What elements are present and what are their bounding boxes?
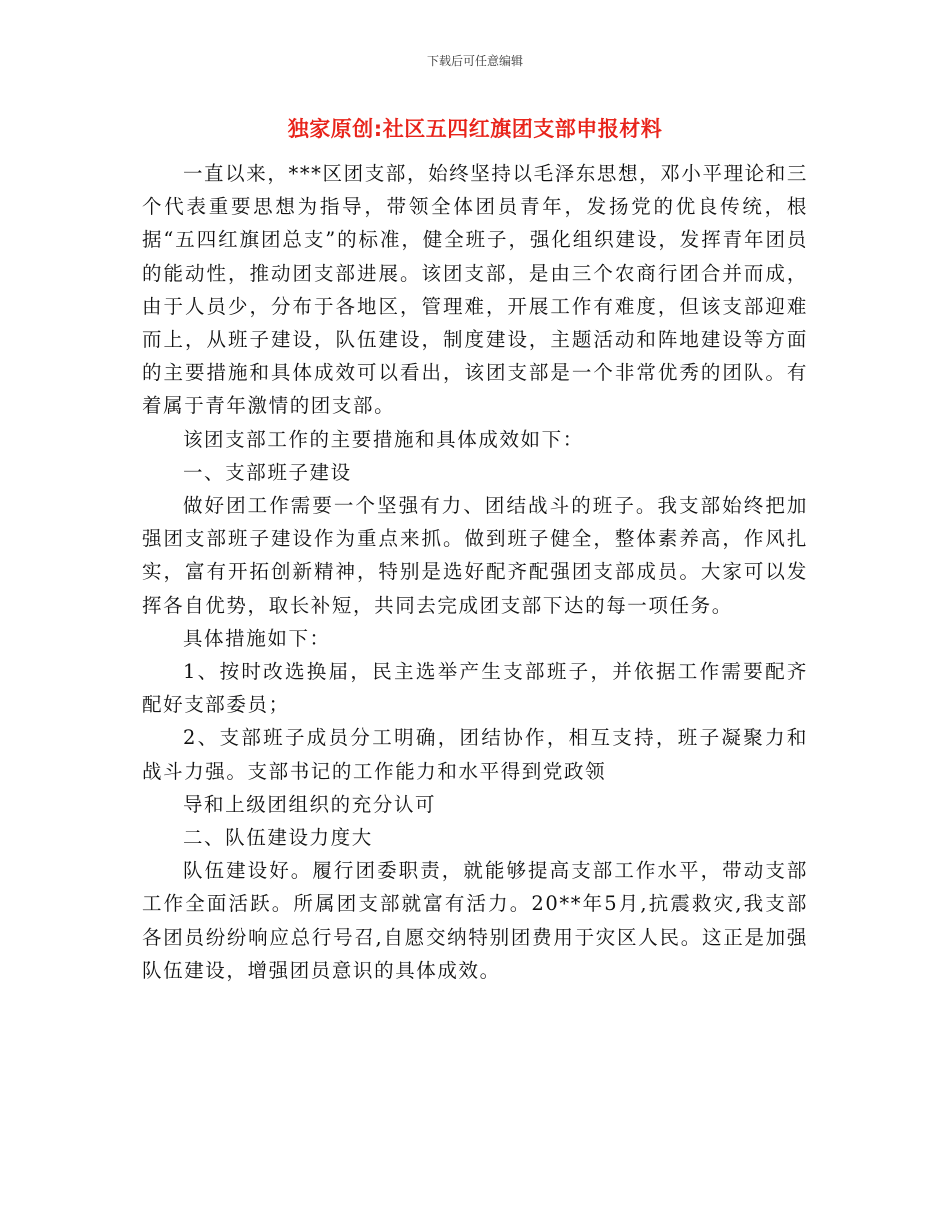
list-item-1: 1、按时改选换届，民主选举产生支部班子，并依据工作需要配齐配好支部委员； xyxy=(142,660,808,717)
list-item-2: 2、支部班子成员分工明确，团结协作，相互支持，班子凝聚力和战斗力强。支部书记的工作能力和水平得到党政领 xyxy=(142,726,808,783)
list-item-2-continued: 导和上级团组织的充分认可 xyxy=(182,792,437,816)
document-body xyxy=(142,157,808,987)
paragraph-team: 队伍建设好。履行团委职责，就能够提高支部工作水平，带动支部工作全面活跃。所属团支部就富有活力。20**年5月,抗震救灾,我支部各团员纷纷响应总行号召,自愿交纳特别团费用于灾区人民。这正是加强队伍建设，增强团员意识的具体成效。 xyxy=(142,859,808,982)
paragraph-measures-intro: 该团支部工作的主要措施和具体成效如下： xyxy=(182,427,584,451)
document-title: 独家原创:社区五四红旗团支部申报材料 xyxy=(287,117,663,141)
paragraph-leadership: 做好团工作需要一个坚强有力、团结战斗的班子。我支部始终把加强团支部班子建设作为重点来抓。做到班子健全，整体素养高，作风扎实，富有开拓创新精神，特别是选好配齐配强团支部成员。大家可以发挥各自优势，取长补短，共同去完成团支部下达的每一项任务。 xyxy=(142,494,808,617)
paragraph-specific-measures: 具体措施如下： xyxy=(182,626,331,650)
page-header-note: 下载后可任意编辑 xyxy=(426,54,523,68)
section-heading-team: 二、队伍建设力度大 xyxy=(182,826,373,850)
section-heading-leadership: 一、支部班子建设 xyxy=(182,460,352,484)
paragraph-intro: 一直以来，***区团支部，始终坚持以毛泽东思想，邓小平理论和三个代表重要思想为指导，带领全体团员青年，发扬党的优良传统，根据“五四红旗团总支”的标准，健全班子，强化组织建设，发挥青年团员的能动性，推动团支部进展。该团支部，是由三个农商行团合并而成，由于人员少，分布于各地区，管理难，开展工作有难度，但该支部迎难而上，从班子建设，队伍建设，制度建设，主题活动和阵地建设等方面的主要措施和具体成效可以看出，该团支部是一个非常优秀的团队。有着属于青年激情的团支部。 xyxy=(142,162,808,418)
